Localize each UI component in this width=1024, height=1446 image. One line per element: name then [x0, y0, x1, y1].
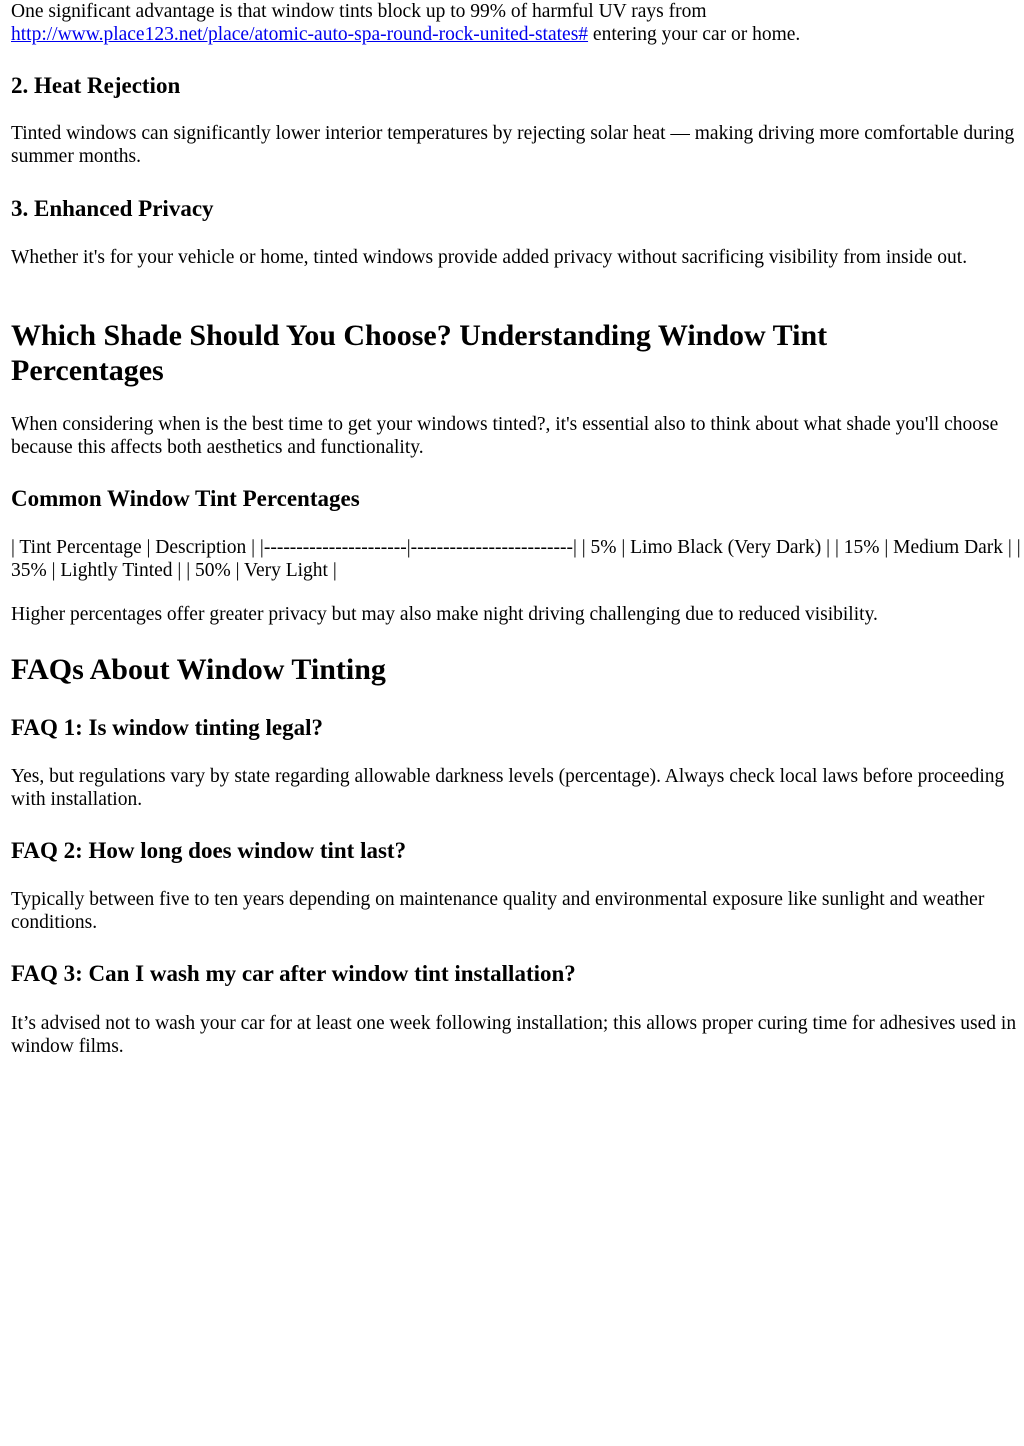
- faq-answer: Typically between five to ten years depending on maintenance quality and environmental exposure like sunlight and weather conditions.: [11, 889, 985, 933]
- intro-text: One significant advantage is that window tints block up to 99% of harmful UV rays from: [11, 1, 707, 22]
- heat-rejection-body: Tinted windows can significantly lower interior temperatures by rejecting solar heat — making driving more comfortable during summer months.: [11, 123, 1015, 167]
- faq-answer: It’s advised not to wash your car for at least one week following installation; this allows proper curing time for adhesives used in window films.: [11, 1013, 1017, 1057]
- intro-paragraph: [11, 0, 1021, 46]
- enhanced-privacy-heading: 3. Enhanced Privacy: [11, 196, 214, 221]
- shade-heading: Which Shade Should You Choose? Understanding Window Tint Percentages: [11, 319, 828, 387]
- percentages-heading: Common Window Tint Percentages: [11, 486, 360, 511]
- faq-question: FAQ 1: Is window tinting legal?: [11, 715, 324, 740]
- heat-rejection-heading: 2. Heat Rejection: [11, 73, 181, 98]
- faqs-heading: FAQs About Window Tinting: [11, 653, 386, 686]
- shade-body: When considering when is the best time to get your windows tinted?, it's essential also to think about what shade you'll choose because this affects both aesthetics and functionality.: [11, 414, 999, 458]
- enhanced-privacy-body: Whether it's for your vehicle or home, tinted windows provide added privacy without sacrificing visibility from inside out.: [11, 247, 968, 268]
- intro-text-end: entering your car or home.: [588, 24, 801, 45]
- faq-question: FAQ 3: Can I wash my car after window tint installation?: [11, 961, 576, 986]
- place-link[interactable]: http://www.place123.net/place/atomic-auto-spa-round-rock-united-states#: [11, 24, 589, 45]
- faq-question: FAQ 2: How long does window tint last?: [11, 838, 407, 863]
- percentages-table-text: | Tint Percentage | Description | |----------------------|-------------------------| | 5% | Limo Black (Very Dark) | | 15% | Medium Dark | | 35% | Lightly Tinted | | 50% | Very Light |: [11, 537, 1021, 581]
- percentages-note: Higher percentages offer greater privacy but may also make night driving challenging due to reduced visibility.: [11, 604, 878, 625]
- faq-answer: Yes, but regulations vary by state regarding allowable darkness levels (percentage). Always check local laws before proceeding with installation.: [11, 766, 1005, 810]
